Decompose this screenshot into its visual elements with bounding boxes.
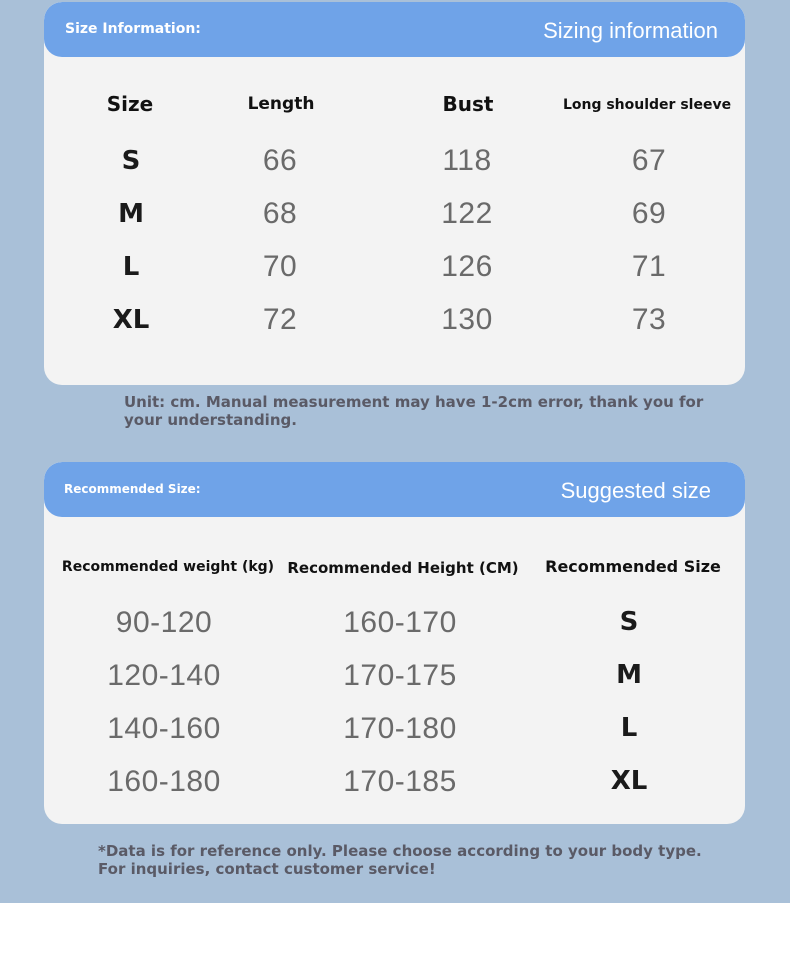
- column-header-height: Recommended Height (CM): [287, 559, 519, 577]
- column-header-recommended-size: Recommended Size: [545, 557, 721, 576]
- length-cell: 68: [262, 197, 298, 230]
- length-cell: 70: [262, 250, 298, 283]
- recommended-size-header: [44, 462, 745, 517]
- bust-cell: 122: [441, 197, 493, 230]
- sleeve-cell: 67: [631, 144, 667, 177]
- size-cell: L: [122, 252, 140, 282]
- recommended-size-label: Recommended Size:: [64, 482, 201, 496]
- measurement-note: Unit: cm. Manual measurement may have 1-2cm error, thank you for your understanding.: [124, 393, 704, 429]
- size-cell: M: [118, 199, 144, 229]
- height-cell: 170-175: [343, 659, 457, 692]
- column-header-length: Length: [247, 94, 315, 114]
- sleeve-cell: 71: [631, 250, 667, 283]
- column-header-long-shoulder-sleeve: Long shoulder sleeve: [562, 97, 732, 113]
- column-header-weight: Recommended weight (kg): [61, 559, 275, 575]
- length-cell: 66: [262, 144, 298, 177]
- weight-cell: 140-160: [107, 712, 221, 745]
- weight-cell: 120-140: [107, 659, 221, 692]
- height-cell: 160-170: [343, 606, 457, 639]
- bust-cell: 118: [442, 144, 492, 177]
- weight-cell: 90-120: [115, 606, 213, 639]
- column-header-size: Size: [106, 92, 154, 116]
- bust-cell: 130: [441, 303, 493, 336]
- sizing-information-title: Sizing information: [543, 18, 718, 43]
- size-cell: L: [620, 713, 638, 743]
- sleeve-cell: 73: [631, 303, 667, 336]
- sleeve-cell: 69: [631, 197, 667, 230]
- size-cell: S: [619, 607, 639, 637]
- recommended-size-card: [44, 462, 745, 824]
- size-information-header: [44, 2, 745, 57]
- size-cell: XL: [610, 766, 648, 796]
- size-cell: S: [121, 146, 141, 176]
- suggested-size-title: Suggested size: [560, 478, 711, 503]
- column-header-bust: Bust: [442, 92, 494, 116]
- height-cell: 170-180: [343, 712, 457, 745]
- size-cell: XL: [112, 305, 150, 335]
- height-cell: 170-185: [343, 765, 457, 798]
- length-cell: 72: [262, 303, 298, 336]
- size-cell: M: [616, 660, 642, 690]
- bust-cell: 126: [441, 250, 493, 283]
- size-information-card: [44, 2, 745, 385]
- reference-disclaimer: *Data is for reference only. Please choose according to your body type. For inquiries, contact customer service!: [98, 842, 702, 878]
- size-information-label: Size Information:: [65, 21, 201, 37]
- weight-cell: 160-180: [107, 765, 221, 798]
